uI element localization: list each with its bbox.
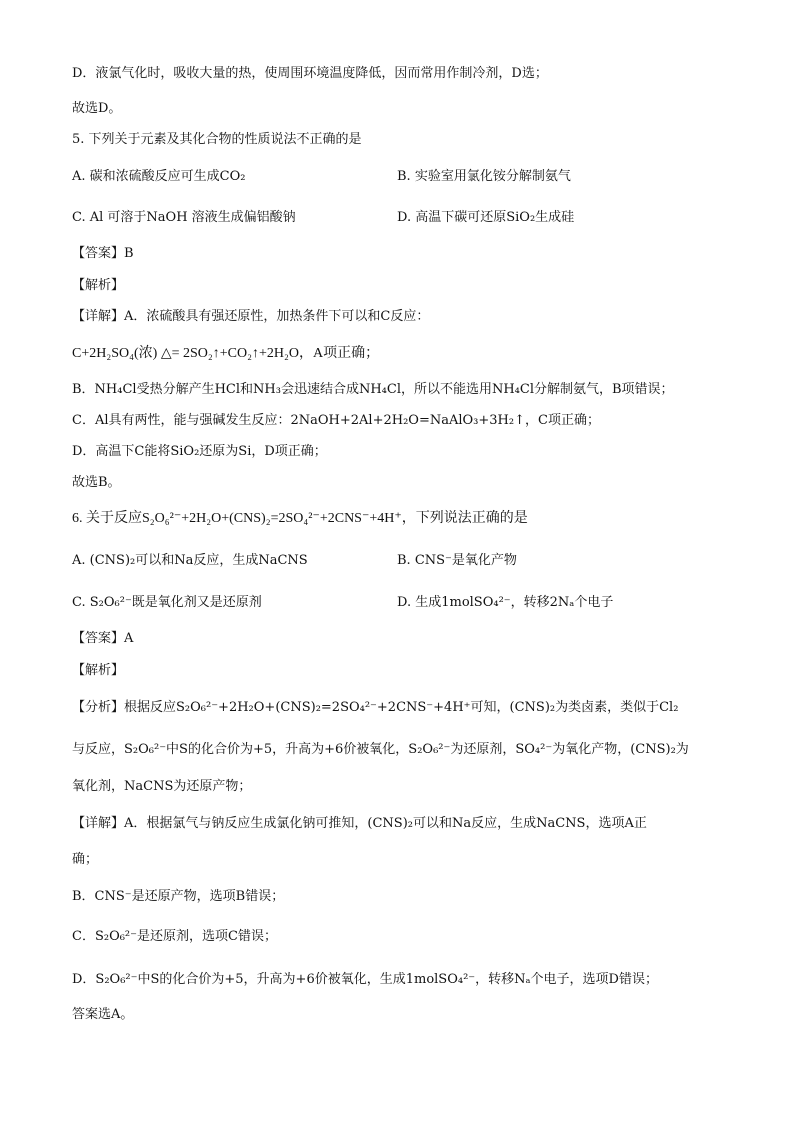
q5-detail-d: D．高温下C能将SiO₂还原为Si，D项正确； (72, 444, 327, 459)
q5-analysis-heading: 【解析】 (72, 278, 125, 293)
q5-conclusion: 故选B。 (72, 475, 121, 490)
q6-analysis-line-2: 与反应，S₂O₆²⁻中S的化合价为+5，升高为+6价被氧化，S₂O₆²⁻为还原剂，SO₄²⁻为氧化产物，(CNS)₂为 (72, 742, 689, 757)
q6-detail-c: C．S₂O₆²⁻是还原剂，选项C错误； (72, 929, 277, 944)
q4-conclusion: 故选D。 (72, 101, 122, 116)
q6-stem: 6. 关于反应S₂O₆²⁻+2H₂O+(CNS)₂=2SO₄²⁻+2CNS⁻+4H⁺，下列说法正确的是 (72, 511, 528, 526)
q4-d-explanation: D．液氯气化时，吸收大量的热，使周围环境温度降低，因而常用作制冷剂，D选； (72, 66, 548, 81)
q6-detail-a2: 确； (72, 852, 99, 867)
q6-conclusion: 答案选A。 (72, 1007, 134, 1022)
q5-detail-c: C．Al具有两性，能与强碱发生反应：2NaOH+2Al+2H₂O=NaAlO₃+3H₂↑，C项正确； (72, 413, 600, 428)
q6-analysis-heading: 【解析】 (72, 663, 125, 678)
q6-answer: 【答案】A (72, 631, 134, 646)
q5-detail-b: B．NH₄Cl受热分解产生HCl和NH₃会迅速结合成NH₄Cl，所以不能选用NH₄Cl分解制氨气，B项错误； (72, 382, 674, 397)
q6-option-d: D. 生成1molSO₄²⁻，转移2Nₐ个电子 (397, 595, 614, 610)
q6-option-a: A. (CNS)₂可以和Na反应，生成NaCNS (72, 553, 308, 568)
q5-option-b: B. 实验室用氯化铵分解制氨气 (397, 169, 571, 184)
q6-analysis-line-1: 【分析】根据反应S₂O₆²⁻+2H₂O+(CNS)₂=2SO₄²⁻+2CNS⁻+4H⁺可知，(CNS)₂为类卤素，类似于Cl₂ (72, 700, 679, 715)
q6-analysis-line-3: 氧化剂，NaCNS为还原产物； (72, 779, 252, 794)
q6-option-c: C. S₂O₆²⁻既是氧化剂又是还原剂 (72, 595, 262, 610)
q5-stem: 5. 下列关于元素及其化合物的性质说法不正确的是 (72, 132, 362, 147)
q5-option-d: D. 高温下碳可还原SiO₂生成硅 (397, 210, 575, 225)
q5-detail-a2-equation: C+2H₂SO₄(浓) △= 2SO₂↑+CO₂↑+2H₂O，A项正确； (72, 346, 380, 361)
q5-option-a: A. 碳和浓硫酸反应可生成CO₂ (72, 169, 246, 184)
q6-option-b: B. CNS⁻是氧化产物 (397, 553, 517, 568)
q6-detail-b: B．CNS⁻是还原产物，选项B错误； (72, 889, 285, 904)
q5-option-c: C. Al 可溶于NaOH 溶液生成偏铝酸钠 (72, 210, 296, 225)
q6-detail-d: D．S₂O₆²⁻中S的化合价为+5，升高为+6价被氧化，生成1molSO₄²⁻，转移Nₐ个电子，选项D错误； (72, 972, 658, 987)
q5-answer: 【答案】B (72, 246, 134, 261)
q6-detail-a1: 【详解】A．根据氯气与钠反应生成氯化钠可推知，(CNS)₂可以和Na反应，生成NaCNS，选项A正 (72, 816, 647, 831)
q5-detail-a1: 【详解】A．浓硫酸具有强还原性，加热条件下可以和C反应： (72, 309, 430, 324)
